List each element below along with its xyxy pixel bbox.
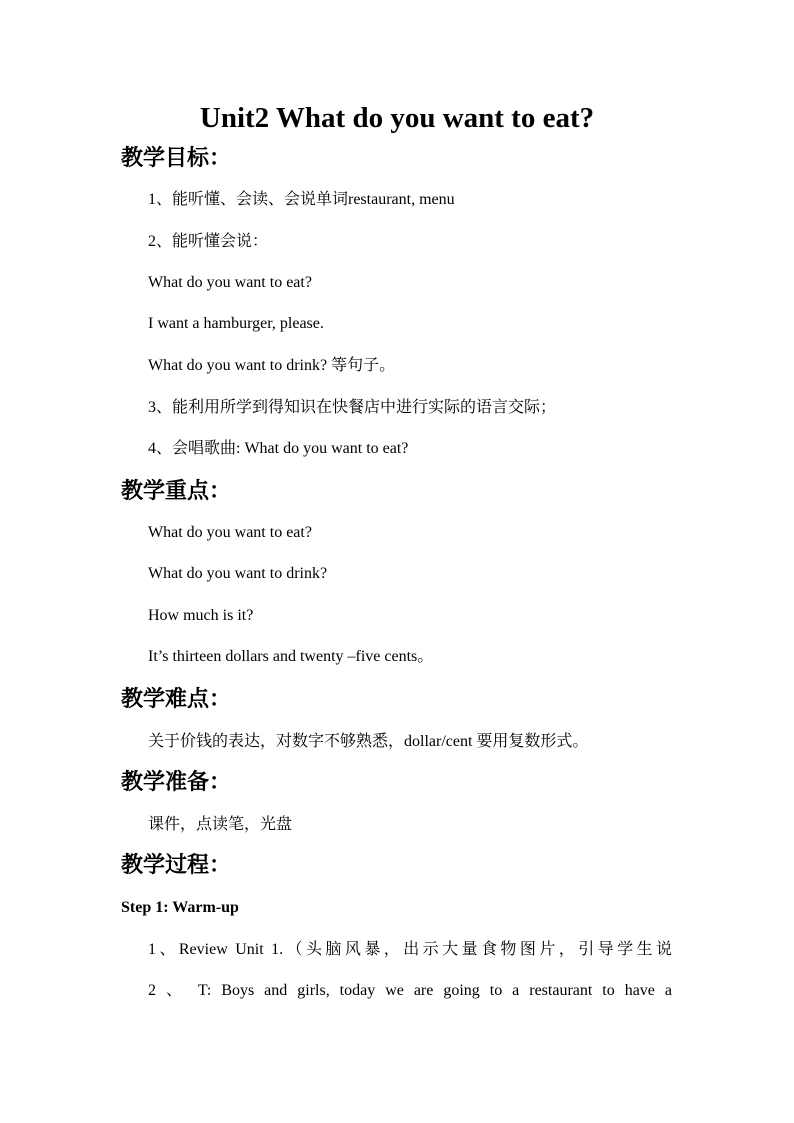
document-title: Unit2 What do you want to eat? <box>199 102 595 134</box>
objective-item: 2、能听懂会说： <box>148 233 269 250</box>
step-1-title: Step 1: Warm-up <box>121 899 239 916</box>
objectives-heading: 教学目标： <box>121 146 232 171</box>
objective-item: What do you want to eat? <box>148 274 312 291</box>
process-item: 1、Review Unit 1.（头脑风暴，出示大量食物图片，引导学生说 <box>148 941 672 958</box>
objective-item: I want a hamburger, please. <box>148 315 324 332</box>
objective-item: What do you want to drink? 等句子。 <box>148 357 396 374</box>
key-point-item: It’s thirteen dollars and twenty –five cents。 <box>148 648 434 665</box>
difficulties-heading: 教学难点： <box>121 687 232 712</box>
key-point-item: What do you want to eat? <box>148 524 312 541</box>
objective-item: 1、能听懂、会读、会说单词restaurant, menu <box>148 191 455 208</box>
preparation-heading: 教学准备： <box>121 770 232 795</box>
objective-item: 4、会唱歌曲: What do you want to eat? <box>148 440 409 457</box>
process-item: 2 、 T: Boys and girls, today we are going to a restaurant to have a <box>148 982 672 999</box>
difficulty-item: 关于价钱的表达，对数字不够熟悉，dollar/cent 要用复数形式。 <box>148 733 589 750</box>
process-heading: 教学过程： <box>121 853 232 878</box>
key-point-item: What do you want to drink? <box>148 565 328 582</box>
key-point-item: How much is it? <box>148 607 254 624</box>
key-points-heading: 教学重点： <box>121 479 232 504</box>
objective-item: 3、能利用所学到得知识在快餐店中进行实际的语言交际； <box>148 399 557 416</box>
preparation-item: 课件，点读笔，光盘 <box>148 816 293 833</box>
